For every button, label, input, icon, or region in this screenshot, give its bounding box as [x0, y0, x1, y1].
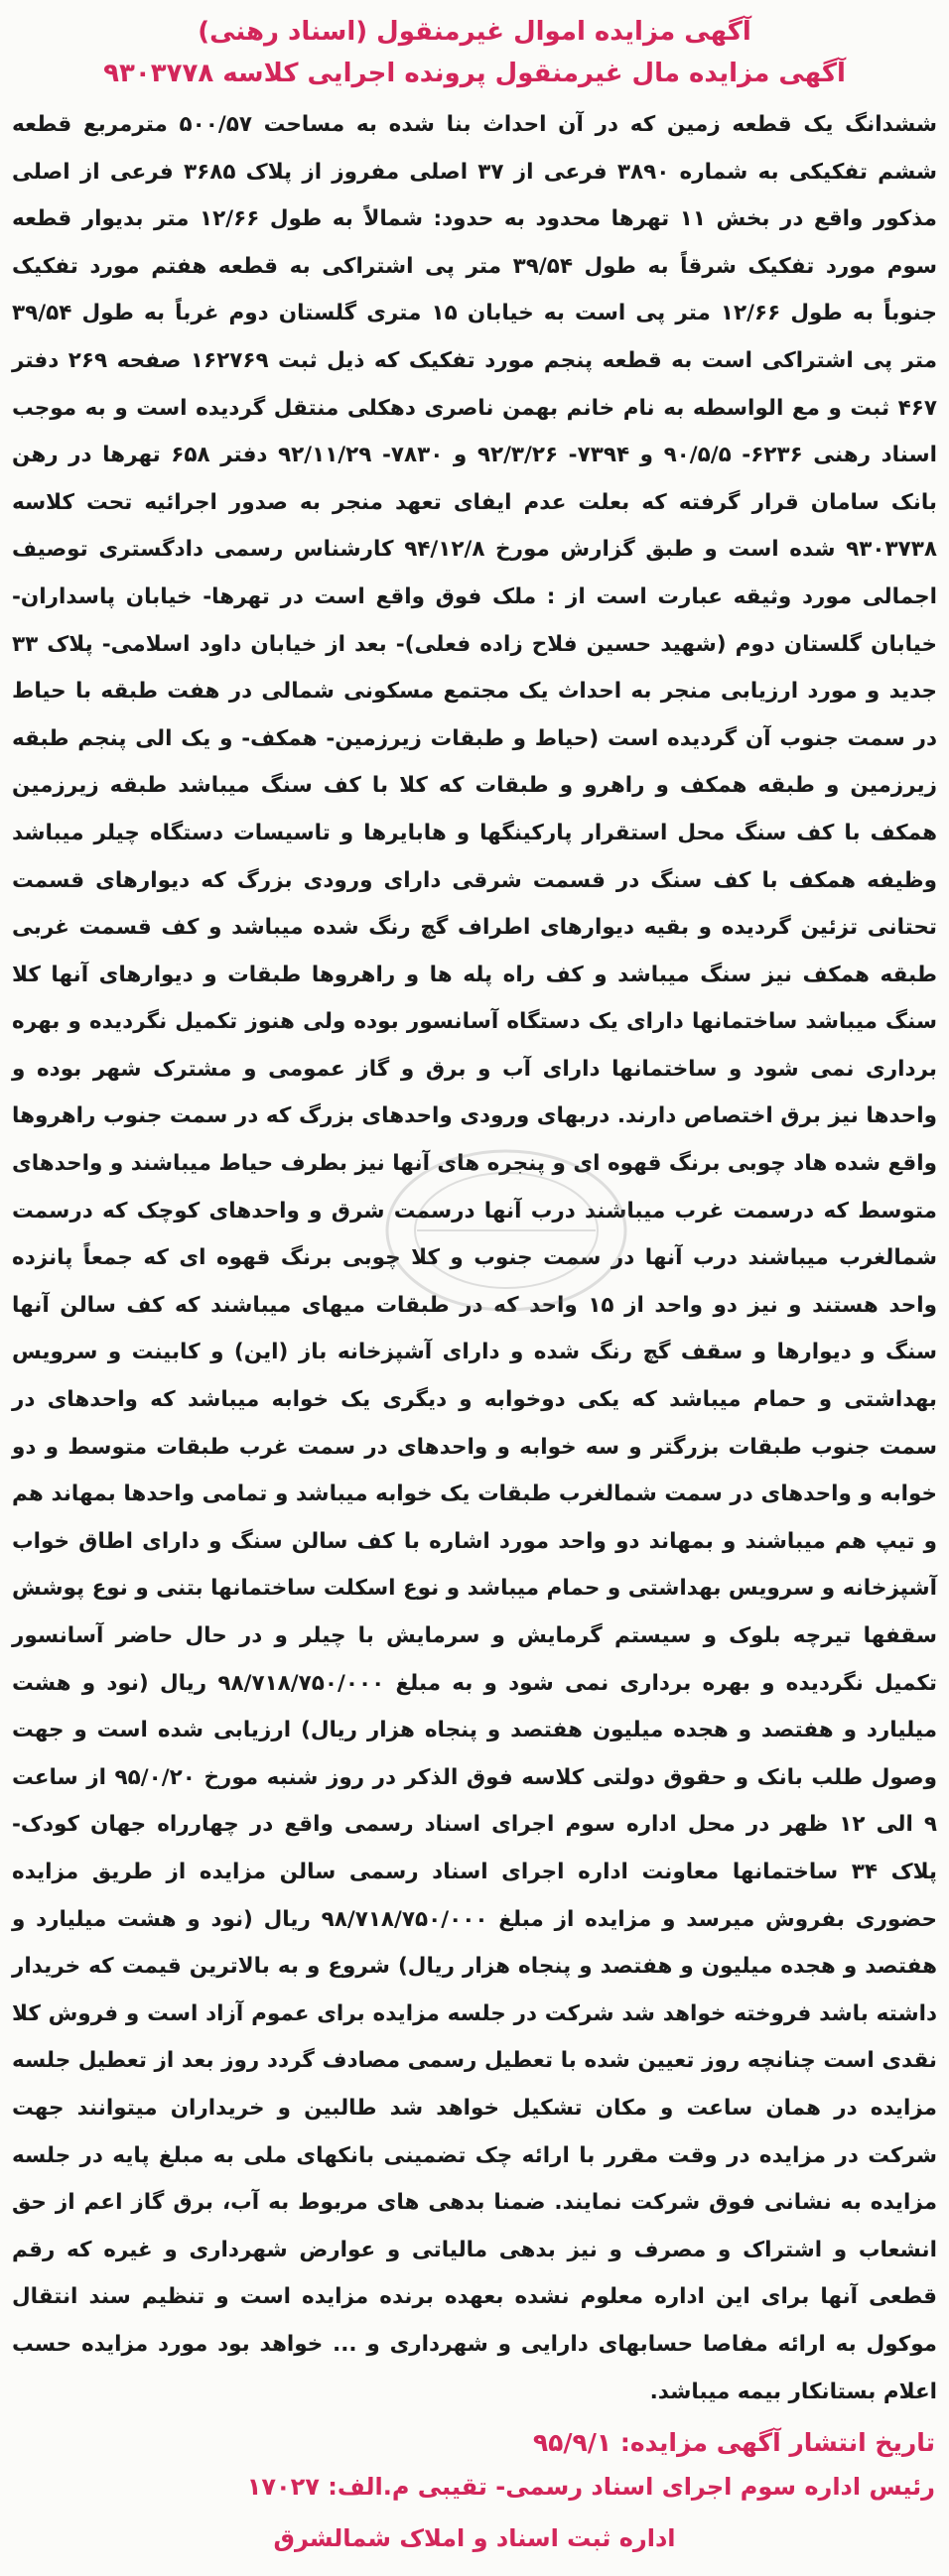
publication-date: تاریخ انتشار آگهی مزایده: ۹۵/۹/۱ — [532, 2428, 935, 2458]
notice-body: ششدانگ یک قطعه زمین که در آن احداث بنا شده به مساحت ۵۰۰/۵۷ مترمربع قطعه ششم تفکیکی به شماره ۳۸۹۰ فرعی از ۳۷ اصلی مفروز از پلاک ۳۶۸۵ فرعی از اصلی مذکور واقع در بخش ۱۱ تهرها محدود به حدود: شمالاً به طول ۱۲/۶۶ متر بدیوار قطعه سوم مورد تفکیک شرقاً به طول ۳۹/۵۴ متر پی اشتراکی به قطعه هفتم مورد تفکیک جنوباً به طول ۱۲/۶۶ متر پی است به خیابان ۱۵ متری گلستان دوم غرباً به طول ۳۹/۵۴ متر پی اشتراکی است به قطعه پنجم مورد تفکیک که ذیل ثبت ۱۶۲۷۶۹ صفحه ۲۶۹ دفتر ۴۶۷ ثبت و مع الواسطه به نام خانم بهمن ناصری دهکلی منتقل گردیده است و به موجب اسناد رهنی ۶۲۳۶- ۹۰/۵/۵ و ۷۳۹۴- ۹۲/۳/۲۶ و ۷۸۳۰- ۹۲/۱۱/۲۹ دفتر ۶۵۸ تهرها در رهن بانک سامان قرار گرفته که بعلت عدم ایفای تعهد منجر به صدور اجرائیه تحت کلاسه ۹۳۰۳۷۳۸ شده است و طبق گزارش مورخ ۹۴/۱۲/۸ کارشناس رسمی دادگستری توصیف اجمالی مورد وثیقه عبارت است از : ملک فوق واقع است در تهرها- خیابان پاسداران- خیابان گلستان دوم (شهید حسین فلاح زاده فعلی)- بعد از خیابان داود اسلامی- پلاک ۳۳ جدید و مورد ارزیابی منجر به احداث یک مجتمع مسکونی شمالی در هفت طبقه با حیاط در سمت جنوب آن گردیده است (حیاط و طبقات زیرزمین- همکف- و یک الی پنجم طبقه زیرزمین و طبقه همکف و راهرو و طبقات که کلا با کف سنگ میباشد طبقه زیرزمین همکف با کف سنگ محل استقرار پارکینگها و هابایرها و تاسیسات دستگاه چیلر میباشد وظیفه همکف با کف سنگ در قسمت شرقی دارای ورودی بزرگ که دیوارهای قسمت تحتانی تزئین گردیده و بقیه دیوارهای اطراف گچ رنگ شده میباشد و کف قسمت غربی طبقه همکف نیز سنگ میباشد و کف راه پله ها و راهروها طبقات و دیوارهای آنها کلا سنگ میباشد ساختمانها دارای یک دستگاه آسانسور بوده ولی هنوز تکمیل نگردیده و بهره برداری نمی شود و ساختمانها دارای آب و برق و گاز عمومی و مشترک شهر بوده و واحدها نیز برق اختصاص دارند. دربهای ورودی واحدهای بزرگ که در سمت جنوب راهروها واقع شده هاد چوبی برنگ قهوه ای و پنجره های آنها نیز بطرف حیاط میباشند و واحدهای متوسط که درسمت غرب میباشند درب آنها درسمت شرق و واحدهای کوچک که درسمت شمالغرب میباشند درب آنها در سمت جنوب و کلا چوبی برنگ قهوه ای که جمعاً پانزده واحد هستند و نیز دو واحد از ۱۵ واحد که در طبقات میهای میباشند که کف سالن آنها سنگ و دیوارها و سقف گچ رنگ شده و دارای آشپزخانه باز (این) و کابینت و سرویس بهداشتی و حمام میباشد که یکی دوخوابه و دیگری یک خوابه میباشد که واحدهای در سمت جنوب طبقات بزرگتر و سه خوابه و واحدهای در سمت غرب طبقات متوسط و دو خوابه و واحدهای در سمت شمالغرب طبقات یک خوابه میباشد و تمامی واحدها بمهاند هم و تیپ هم میباشند و بمهاند دو واحد مورد اشاره با کف سالن سنگ و دارای اطاق خواب آشپزخانه و سرویس بهداشتی و حمام میباشد و نوع اسکلت ساختمانها بتنی و نوع پوشش سقفها تیرچه بلوک و سیستم گرمایش و سرمایش با چیلر و در حال حاضر آسانسور تکمیل نگردیده و بهره برداری نمی شود و به مبلغ ۹۸/۷۱۸/۷۵۰/۰۰۰ ریال (نود و هشت میلیارد و هفتصد و هجده میلیون هفتصد و پنجاه هزار ریال) ارزیابی شده است و جهت وصول طلب بانک و حقوق دولتی کلاسه فوق الذکر در روز شنبه مورخ ۹۵/۰/۲۰ از ساعت ۹ الی ۱۲ ظهر در محل اداره سوم اجرای اسناد رسمی واقع در چهارراه جهان کودک- پلاک ۳۴ ساختمانها معاونت اداره اجرای اسناد رسمی سالن مزایده از طریق مزایده حضوری بفروش میرسد و مزایده از مبلغ ۹۸/۷۱۸/۷۵۰/۰۰۰ ریال (نود و هشت میلیارد و هفتصد و هجده میلیون و هفتصد و پنجاه هزار ریال) شروع و به بالاترین قیمت که خریدار داشته باشد فروخته خواهد شد شرکت در جلسه مزایده برای عموم آزاد است و فروش کلا نقدی است چنانچه روز تعیین شده با تعطیل رسمی مصادف گردد روز بعد از تعطیل جلسه مزایده در همان ساعت و مکان تشکیل خواهد شد طالبین و خریداران میتوانند جهت شرکت در مزایده در وقت مقرر با ارائه چک تضمینی بانکهای ملی به مبلغ پایه در جلسه مزایده به نشانی فوق شرکت نمایند. ضمنا بدهی های مربوط به آب، برق گاز اعم از حق انشعاب و اشتراک و مصرف و نیز بدهی مالیاتی و عوارض شهرداری و غیره که رقم قطعی آنها برای این اداره معلوم نشده بعهده برنده مزایده است و تنظیم سند انتقال موکول به ارائه مفاصا حسابهای دارایی و شهرداری و ... خواهد بود مورد مزایده حسب اعلام بستانکار بیمه میباشد. — [12, 112, 938, 2404]
notice-subtitle: آگهی مزایده مال غیرمنقول پرونده اجرایی کلاسه ۹۳۰۳۷۷۸ — [103, 59, 846, 88]
office-head-signature: رئیس اداره سوم اجرای اسناد رسمی- تقیبی م.الف: ۱۷۰۲۷ — [246, 2473, 935, 2502]
organization-name: اداره ثبت اسناد و املاک شمالشرق — [273, 2524, 676, 2553]
notice-title: آگهی مزایده اموال غیرمنقول (اسناد رهنی) — [198, 17, 751, 47]
